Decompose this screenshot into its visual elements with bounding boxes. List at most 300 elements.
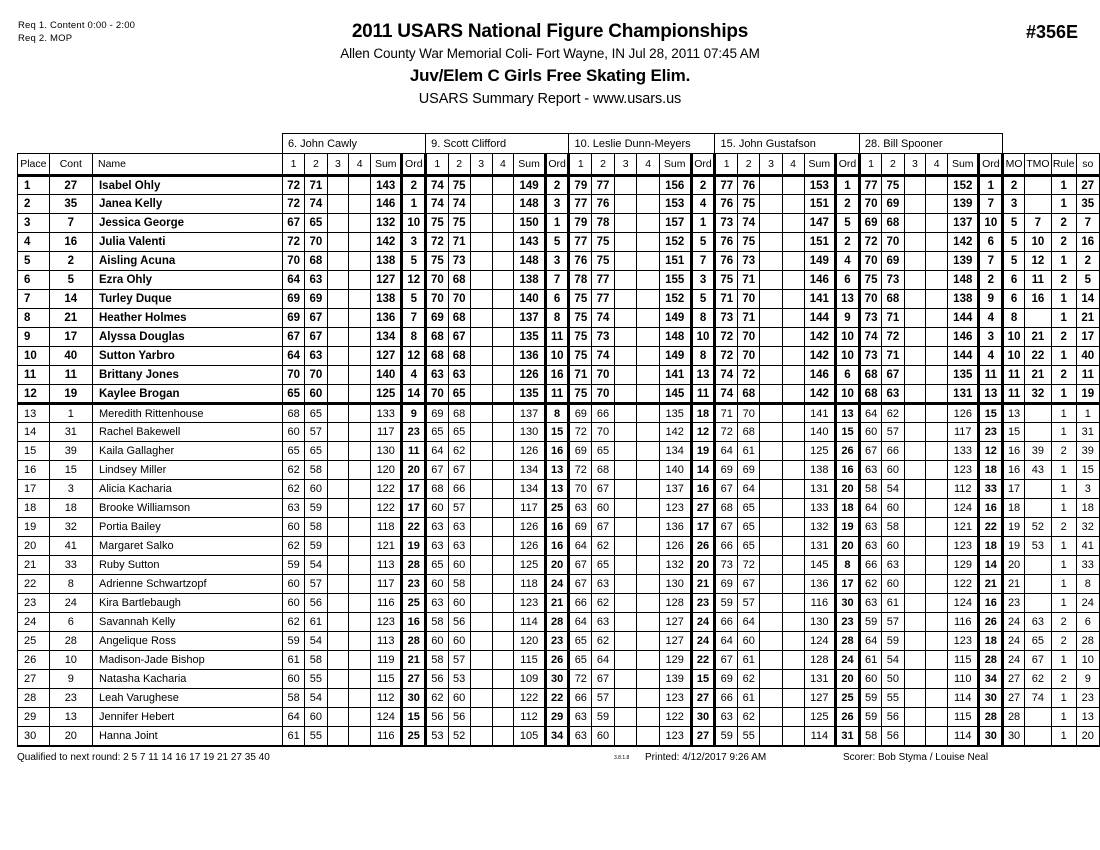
- table-row: [18, 309, 1100, 328]
- row-j1-ord: 5: [402, 290, 426, 309]
- row-j4-element-4: [782, 670, 804, 689]
- row-j3-sum: 151: [659, 252, 691, 271]
- row-j3-element-2: 59: [592, 708, 615, 727]
- version-label: 3.8.1.8: [614, 755, 630, 761]
- row-j1-element-3: [327, 347, 349, 366]
- judge-header-4: 15. John Gustafson: [715, 134, 859, 154]
- row-j1-element-1: 60: [282, 423, 304, 442]
- row-j3-element-2: 65: [592, 442, 615, 461]
- row-j1-element-3: [327, 366, 349, 385]
- row-j1-element-3: [327, 309, 349, 328]
- row-j3-ord: 5: [691, 290, 715, 309]
- row-j1-sum: 118: [371, 518, 402, 537]
- row-mo: 13: [1003, 404, 1025, 423]
- row-contestant-number: 27: [49, 176, 92, 195]
- row-j2-ord: 11: [545, 385, 569, 404]
- row-j3-sum: 140: [659, 461, 691, 480]
- row-so: 14: [1076, 290, 1099, 309]
- row-j1-element-4: [349, 366, 371, 385]
- row-j5-ord: 10: [979, 214, 1003, 233]
- row-j1-element-1: 67: [282, 328, 304, 347]
- row-place: 23: [18, 594, 50, 613]
- row-tmo: [1024, 195, 1051, 214]
- row-j4-element-1: 74: [715, 385, 738, 404]
- row-j1-element-4: [349, 385, 371, 404]
- row-j3-sum: 134: [659, 442, 691, 461]
- row-j2-element-3: [470, 632, 492, 651]
- row-rule: 2: [1051, 214, 1076, 233]
- row-j2-element-2: 60: [448, 556, 470, 575]
- row-j4-element-1: 69: [715, 670, 738, 689]
- row-j4-ord: 23: [836, 613, 860, 632]
- row-j5-element-2: 71: [882, 309, 904, 328]
- row-j5-element-2: 60: [882, 537, 904, 556]
- table-row: [18, 195, 1100, 214]
- table-row: [18, 461, 1100, 480]
- row-j4-element-2: 60: [737, 632, 759, 651]
- row-j4-element-4: [782, 442, 804, 461]
- table-body: [18, 176, 1100, 746]
- row-j2-element-4: [492, 214, 514, 233]
- row-j4-element-1: 66: [715, 537, 738, 556]
- row-j5-ord: 13: [979, 385, 1003, 404]
- printed-label: Printed: 4/12/2017 9:26 AM: [645, 752, 767, 763]
- row-mo: 17: [1003, 480, 1025, 499]
- row-j3-element-2: 60: [592, 727, 615, 746]
- row-j5-element-1: 59: [859, 708, 881, 727]
- row-j3-element-1: 63: [569, 727, 592, 746]
- row-j4-ord: 26: [836, 708, 860, 727]
- row-j1-sum: 142: [371, 233, 402, 252]
- row-j3-element-3: [614, 480, 636, 499]
- row-j1-sum: 132: [371, 214, 402, 233]
- row-j4-element-4: [782, 689, 804, 708]
- row-j5-element-1: 67: [859, 442, 881, 461]
- row-j1-ord: 10: [402, 214, 426, 233]
- row-place: 12: [18, 385, 50, 404]
- row-j1-element-4: [349, 442, 371, 461]
- row-j1-element-1: 72: [282, 176, 304, 195]
- row-j2-element-3: [470, 290, 492, 309]
- row-j2-ord: 23: [545, 632, 569, 651]
- row-j1-element-1: 64: [282, 708, 304, 727]
- row-j5-element-2: 50: [882, 670, 904, 689]
- row-so: 24: [1076, 594, 1099, 613]
- row-j4-element-2: 71: [737, 309, 759, 328]
- row-place: 30: [18, 727, 50, 746]
- row-j5-ord: 14: [979, 556, 1003, 575]
- row-j3-ord: 21: [691, 575, 715, 594]
- row-skater-name: Kaila Gallagher: [92, 442, 282, 461]
- row-j5-element-4: [926, 252, 948, 271]
- row-j4-element-2: 70: [737, 347, 759, 366]
- row-j3-element-4: [637, 195, 659, 214]
- row-j3-element-1: 75: [569, 290, 592, 309]
- row-rule: 1: [1051, 423, 1076, 442]
- row-j4-element-2: 75: [737, 233, 759, 252]
- row-j4-element-2: 70: [737, 290, 759, 309]
- row-mo: 6: [1003, 290, 1025, 309]
- row-place: 16: [18, 461, 50, 480]
- row-j2-element-4: [492, 670, 514, 689]
- row-j3-element-3: [614, 499, 636, 518]
- row-j1-element-2: 63: [305, 347, 327, 366]
- row-mo: 5: [1003, 214, 1025, 233]
- col-j5-e2: 2: [882, 154, 904, 176]
- row-tmo: 7: [1024, 214, 1051, 233]
- row-j3-element-4: [637, 233, 659, 252]
- row-j1-sum: 116: [371, 594, 402, 613]
- row-j5-element-2: 73: [882, 271, 904, 290]
- row-j3-element-1: 72: [569, 670, 592, 689]
- row-rule: 2: [1051, 366, 1076, 385]
- row-j1-sum: 133: [371, 404, 402, 423]
- row-j2-element-1: 63: [426, 594, 448, 613]
- row-so: 41: [1076, 537, 1099, 556]
- row-j1-ord: 17: [402, 499, 426, 518]
- row-j4-sum: 128: [804, 651, 836, 670]
- judge-header-spacer-right: [1003, 134, 1100, 154]
- row-j2-element-1: 62: [426, 689, 448, 708]
- row-j3-element-3: [614, 651, 636, 670]
- row-j1-element-1: 60: [282, 670, 304, 689]
- row-j5-element-4: [926, 347, 948, 366]
- row-j1-element-1: 59: [282, 632, 304, 651]
- row-j5-element-3: [904, 613, 926, 632]
- row-j4-element-3: [760, 480, 782, 499]
- results-table-wrapper: [17, 133, 1100, 747]
- row-j4-element-2: 71: [737, 271, 759, 290]
- row-j1-element-1: 70: [282, 366, 304, 385]
- row-j4-element-1: 71: [715, 404, 738, 423]
- row-j4-element-2: 55: [737, 727, 759, 746]
- row-j3-element-2: 73: [592, 328, 615, 347]
- row-j3-sum: 126: [659, 537, 691, 556]
- row-j5-element-1: 64: [859, 499, 881, 518]
- row-j2-element-2: 68: [448, 404, 470, 423]
- row-j3-sum: 137: [659, 480, 691, 499]
- row-j1-element-3: [327, 385, 349, 404]
- row-contestant-number: 11: [49, 366, 92, 385]
- row-j5-element-2: 57: [882, 423, 904, 442]
- row-so: 16: [1076, 233, 1099, 252]
- row-j2-sum: 126: [514, 366, 545, 385]
- row-j2-element-3: [470, 271, 492, 290]
- row-j5-sum: 131: [948, 385, 979, 404]
- row-tmo: 32: [1024, 385, 1051, 404]
- row-mo: 24: [1003, 613, 1025, 632]
- row-j5-element-3: [904, 290, 926, 309]
- row-j5-element-2: 63: [882, 556, 904, 575]
- col-j5-sum: Sum: [948, 154, 979, 176]
- row-j4-element-3: [760, 404, 782, 423]
- row-j2-element-1: 65: [426, 423, 448, 442]
- row-j3-ord: 11: [691, 385, 715, 404]
- row-j2-element-1: 63: [426, 366, 448, 385]
- row-contestant-number: 17: [49, 328, 92, 347]
- row-place: 22: [18, 575, 50, 594]
- row-j3-element-1: 66: [569, 594, 592, 613]
- row-mo: 3: [1003, 195, 1025, 214]
- row-j1-element-2: 60: [305, 708, 327, 727]
- col-so: so: [1076, 154, 1099, 176]
- row-j2-element-1: 68: [426, 480, 448, 499]
- row-j2-ord: 7: [545, 271, 569, 290]
- row-contestant-number: 39: [49, 442, 92, 461]
- row-tmo: 12: [1024, 252, 1051, 271]
- row-j5-element-4: [926, 537, 948, 556]
- row-j4-ord: 6: [836, 366, 860, 385]
- row-j5-element-2: 61: [882, 594, 904, 613]
- table-row: [18, 575, 1100, 594]
- row-j4-element-2: 75: [737, 195, 759, 214]
- row-j4-element-4: [782, 480, 804, 499]
- row-j3-sum: 156: [659, 176, 691, 195]
- row-j5-element-1: 63: [859, 461, 881, 480]
- row-j2-element-2: 63: [448, 518, 470, 537]
- row-j4-element-3: [760, 613, 782, 632]
- row-j5-ord: 28: [979, 651, 1003, 670]
- row-j4-element-2: 67: [737, 575, 759, 594]
- row-j5-sum: 123: [948, 632, 979, 651]
- row-j5-element-2: 59: [882, 632, 904, 651]
- row-j3-element-3: [614, 537, 636, 556]
- row-j5-element-1: 61: [859, 651, 881, 670]
- row-tmo: 67: [1024, 651, 1051, 670]
- row-j3-element-1: 77: [569, 195, 592, 214]
- table-row: [18, 632, 1100, 651]
- row-tmo: [1024, 594, 1051, 613]
- row-j3-element-4: [637, 499, 659, 518]
- row-skater-name: Kira Bartlebaugh: [92, 594, 282, 613]
- row-place: 1: [18, 176, 50, 195]
- row-j3-element-3: [614, 252, 636, 271]
- row-tmo: 16: [1024, 290, 1051, 309]
- row-j5-sum: 112: [948, 480, 979, 499]
- row-j2-element-2: 68: [448, 309, 470, 328]
- row-j1-element-4: [349, 328, 371, 347]
- row-j4-element-1: 67: [715, 480, 738, 499]
- row-j2-element-2: 75: [448, 176, 470, 195]
- row-j4-element-4: [782, 271, 804, 290]
- row-j5-sum: 114: [948, 727, 979, 746]
- row-j2-element-1: 60: [426, 632, 448, 651]
- row-j4-element-1: 73: [715, 309, 738, 328]
- row-j5-element-1: 75: [859, 271, 881, 290]
- row-mo: 27: [1003, 689, 1025, 708]
- row-j4-sum: 146: [804, 271, 836, 290]
- row-contestant-number: 14: [49, 290, 92, 309]
- row-so: 2: [1076, 252, 1099, 271]
- row-j3-element-3: [614, 575, 636, 594]
- row-j3-element-4: [637, 442, 659, 461]
- row-j2-element-4: [492, 461, 514, 480]
- row-j1-element-3: [327, 214, 349, 233]
- row-j1-ord: 12: [402, 347, 426, 366]
- row-j4-element-2: 70: [737, 404, 759, 423]
- row-j2-element-3: [470, 651, 492, 670]
- row-j5-ord: 21: [979, 575, 1003, 594]
- row-j3-element-3: [614, 290, 636, 309]
- row-j3-ord: 30: [691, 708, 715, 727]
- col-j4-e3: 3: [760, 154, 782, 176]
- row-j1-element-4: [349, 594, 371, 613]
- row-j3-element-4: [637, 404, 659, 423]
- row-j2-ord: 3: [545, 252, 569, 271]
- row-j3-element-2: 63: [592, 613, 615, 632]
- row-j1-sum: 122: [371, 480, 402, 499]
- row-j2-ord: 16: [545, 518, 569, 537]
- row-rule: 1: [1051, 290, 1076, 309]
- table-row: [18, 423, 1100, 442]
- row-contestant-number: 5: [49, 271, 92, 290]
- row-j1-sum: 138: [371, 290, 402, 309]
- row-j5-element-1: 68: [859, 385, 881, 404]
- row-j5-element-3: [904, 689, 926, 708]
- row-j4-ord: 20: [836, 480, 860, 499]
- row-contestant-number: 2: [49, 252, 92, 271]
- row-j2-sum: 109: [514, 670, 545, 689]
- row-j4-element-3: [760, 195, 782, 214]
- row-j4-element-1: 66: [715, 689, 738, 708]
- row-j1-sum: 143: [371, 176, 402, 195]
- row-j1-element-3: [327, 195, 349, 214]
- row-j2-sum: 126: [514, 518, 545, 537]
- row-contestant-number: 24: [49, 594, 92, 613]
- judge-header-spacer: [18, 134, 283, 154]
- row-j3-element-1: 66: [569, 689, 592, 708]
- row-j4-element-2: 65: [737, 537, 759, 556]
- row-so: 35: [1076, 195, 1099, 214]
- row-j3-ord: 10: [691, 328, 715, 347]
- row-j5-ord: 2: [979, 271, 1003, 290]
- row-contestant-number: 23: [49, 689, 92, 708]
- row-j4-element-4: [782, 385, 804, 404]
- table-row: [18, 290, 1100, 309]
- row-j1-element-3: [327, 651, 349, 670]
- row-j1-element-2: 54: [305, 689, 327, 708]
- row-j2-element-3: [470, 423, 492, 442]
- row-j4-element-2: 64: [737, 613, 759, 632]
- row-mo: 24: [1003, 651, 1025, 670]
- col-j4-e4: 4: [782, 154, 804, 176]
- row-j4-element-1: 76: [715, 233, 738, 252]
- judge-header-5: 28. Bill Spooner: [859, 134, 1002, 154]
- row-j5-element-3: [904, 214, 926, 233]
- row-j4-element-4: [782, 328, 804, 347]
- row-j1-ord: 19: [402, 537, 426, 556]
- row-j5-ord: 7: [979, 252, 1003, 271]
- row-j4-element-1: 74: [715, 366, 738, 385]
- row-j3-sum: 123: [659, 689, 691, 708]
- row-j5-element-1: 64: [859, 632, 881, 651]
- row-j4-ord: 6: [836, 271, 860, 290]
- row-mo: 27: [1003, 670, 1025, 689]
- report-line: USARS Summary Report - www.usars.us: [418, 91, 682, 107]
- row-j5-element-2: 54: [882, 480, 904, 499]
- row-j2-sum: 112: [514, 708, 545, 727]
- row-skater-name: Isabel Ohly: [92, 176, 282, 195]
- row-j5-element-1: 59: [859, 613, 881, 632]
- row-j1-element-3: [327, 670, 349, 689]
- row-j1-element-1: 69: [282, 309, 304, 328]
- judge-header-2: 9. Scott Clifford: [426, 134, 569, 154]
- row-j4-sum: 125: [804, 442, 836, 461]
- row-j3-element-1: 71: [569, 366, 592, 385]
- row-j2-ord: 34: [545, 727, 569, 746]
- row-j5-element-1: 59: [859, 689, 881, 708]
- row-j3-sum: 123: [659, 727, 691, 746]
- row-j1-element-1: 65: [282, 442, 304, 461]
- row-j5-element-4: [926, 271, 948, 290]
- row-j1-element-1: 63: [282, 499, 304, 518]
- row-j3-sum: 128: [659, 594, 691, 613]
- row-j2-element-2: 67: [448, 328, 470, 347]
- row-mo: 16: [1003, 442, 1025, 461]
- row-j4-element-3: [760, 271, 782, 290]
- row-j4-element-2: 73: [737, 252, 759, 271]
- row-mo: 11: [1003, 385, 1025, 404]
- row-j3-ord: 24: [691, 632, 715, 651]
- row-j4-sum: 147: [804, 214, 836, 233]
- row-j1-element-1: 60: [282, 575, 304, 594]
- row-j5-element-4: [926, 309, 948, 328]
- row-j4-sum: 149: [804, 252, 836, 271]
- row-j5-element-2: 69: [882, 252, 904, 271]
- row-j4-element-2: 70: [737, 328, 759, 347]
- row-j3-element-4: [637, 632, 659, 651]
- row-j4-element-2: 76: [737, 176, 759, 195]
- row-j2-ord: 6: [545, 290, 569, 309]
- row-j1-element-3: [327, 613, 349, 632]
- row-j5-element-2: 69: [882, 195, 904, 214]
- table-row: [18, 252, 1100, 271]
- row-j3-element-2: 62: [592, 537, 615, 556]
- table-row: [18, 689, 1100, 708]
- row-so: 18: [1076, 499, 1099, 518]
- row-j2-sum: 134: [514, 461, 545, 480]
- row-j3-element-2: 67: [592, 480, 615, 499]
- row-j1-element-2: 54: [305, 632, 327, 651]
- row-contestant-number: 3: [49, 480, 92, 499]
- row-j4-element-1: 76: [715, 252, 738, 271]
- row-j3-sum: 149: [659, 309, 691, 328]
- row-skater-name: Brittany Jones: [92, 366, 282, 385]
- row-j4-sum: 142: [804, 328, 836, 347]
- row-so: 23: [1076, 689, 1099, 708]
- row-j1-ord: 28: [402, 632, 426, 651]
- row-j1-element-4: [349, 252, 371, 271]
- row-j1-element-2: 58: [305, 651, 327, 670]
- row-j4-sum: 151: [804, 195, 836, 214]
- row-skater-name: Sutton Yarbro: [92, 347, 282, 366]
- row-j5-sum: 129: [948, 556, 979, 575]
- row-j3-element-3: [614, 594, 636, 613]
- row-j1-element-1: 60: [282, 594, 304, 613]
- row-j5-element-4: [926, 214, 948, 233]
- row-j3-element-3: [614, 423, 636, 442]
- row-j1-element-3: [327, 233, 349, 252]
- row-place: 19: [18, 518, 50, 537]
- row-j2-sum: 114: [514, 613, 545, 632]
- row-rule: 2: [1051, 233, 1076, 252]
- row-j1-element-3: [327, 423, 349, 442]
- row-j4-element-3: [760, 499, 782, 518]
- col-tmo: TMO: [1024, 154, 1051, 176]
- row-j3-element-3: [614, 176, 636, 195]
- row-j3-element-4: [637, 309, 659, 328]
- row-j5-element-3: [904, 347, 926, 366]
